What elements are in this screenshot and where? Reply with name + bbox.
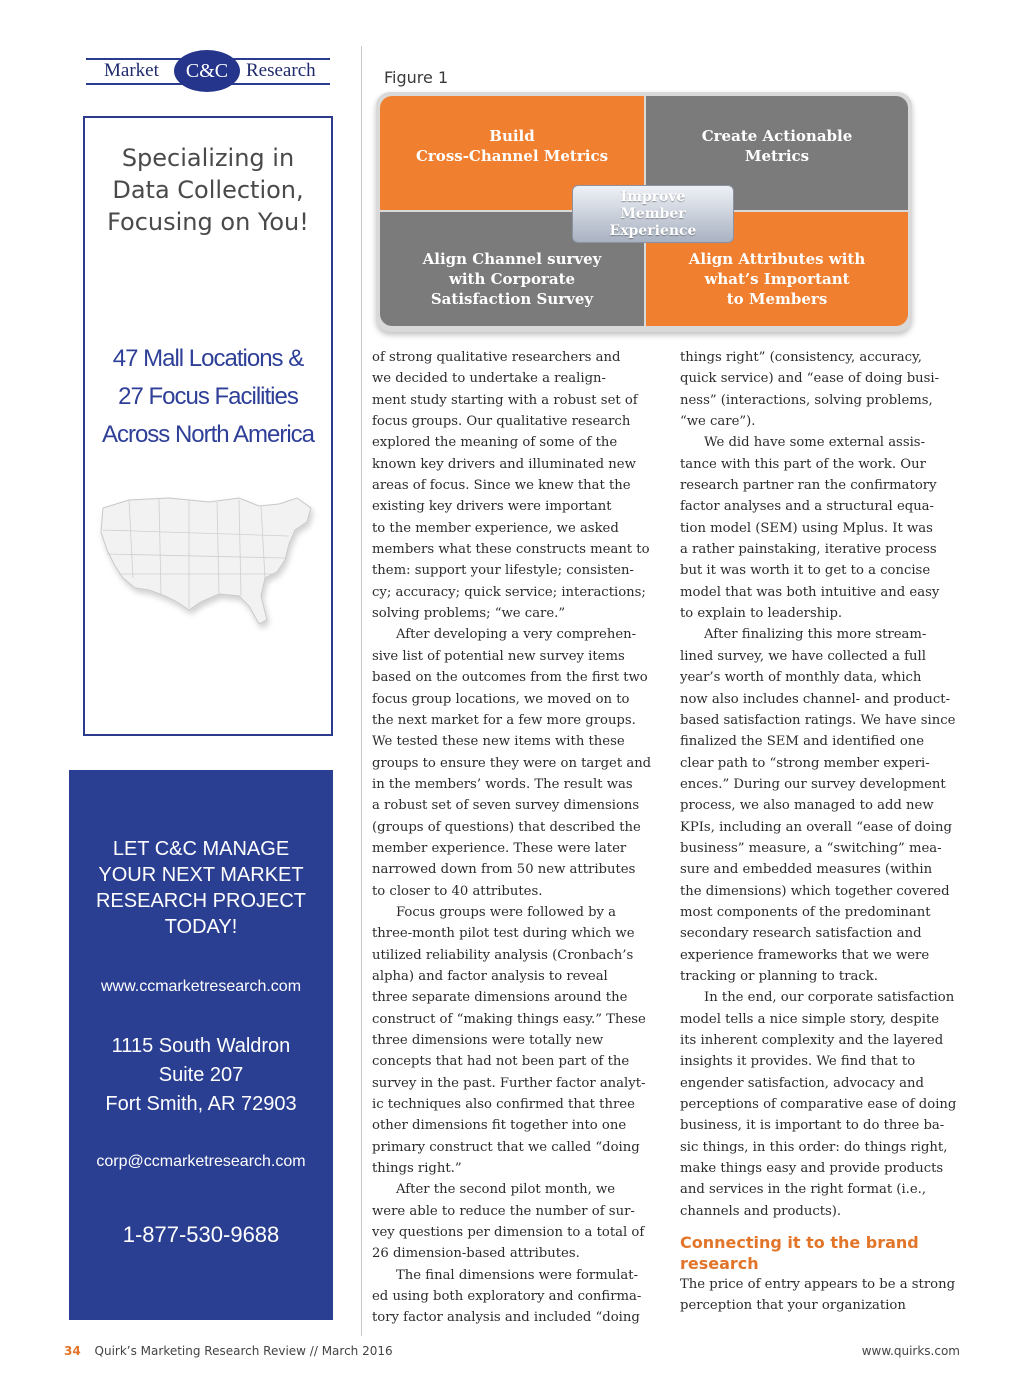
text-line: solving problems; “we care.” [372,606,566,622]
locations-line: 47 Mall Locations & [112,345,304,372]
cta-line: TODAY! [164,916,238,938]
logo-oval: C&C [174,50,240,92]
text-line: tion model (SEM) using Mplus. It was [680,520,933,536]
publication-name: Quirk’s Marketing Research Review // March 2016 [94,1344,393,1358]
text-line: three-month pilot test during which we [372,926,635,942]
text-line: ed using both exploratory and confirma- [372,1289,642,1305]
text-line: based on the outcomes from the first two [372,670,648,686]
text-line: we decided to undertake a realign- [372,371,606,387]
text-line: in the members’ words. The result was [372,776,633,792]
quad-text: with Corporate [448,270,576,288]
text-line: vey questions per dimension to a total of [372,1225,645,1241]
address-line: 1115 South Waldron [111,1035,291,1057]
text-line: ences.” During our survey development [680,776,946,792]
text-line: cy; accuracy; quick service; interactions; [372,584,646,600]
text-line: its inherent complexity and the layered [680,1033,944,1048]
text-line: most components of the predominant [680,904,931,920]
text-line: year’s worth of monthly data, which [680,670,922,686]
text-line: things right” (consistency, accuracy, [680,350,922,365]
text-line: insights it provides. We find that to [680,1054,916,1070]
center-text: Member [620,205,686,222]
text-line: The price of entry appears to be a strong [680,1277,956,1293]
text-line: After developing a very comprehen- [396,627,637,643]
center-text: Experience [609,222,697,239]
quad-text: Create Actionable [701,127,853,145]
text-line: research partner ran the confirmatory [680,478,937,494]
cc-logo [86,50,330,90]
text-line: focus groups. Our qualitative research [372,414,631,430]
text-line: them: support your lifestyle; consisten- [372,563,634,579]
quad-text: Build [489,127,535,145]
tagline-line: Data Collection, [112,176,304,204]
column-divider [361,46,362,1336]
text-line: make things easy and provide products [680,1161,944,1177]
text-line: alpha) and factor analysis to reveal [372,968,608,984]
quad-text: Align Attributes with [688,250,866,268]
text-line: and services in the right format (i.e., [680,1182,927,1198]
text-line: construct of “making things easy.” These [372,1011,646,1027]
text-line: existing key drivers were important [372,499,612,515]
text-line: Focus groups were followed by a [396,904,617,920]
text-line: now also includes channel- and product- [680,691,951,707]
text-line: members what these constructs meant to [372,542,650,558]
text-line: 26 dimension-based attributes. [372,1246,580,1262]
text-line: utilized reliability analysis (Cronbach’s [372,947,634,963]
ad-address [69,1032,333,1119]
text-line: In the end, our corporate satisfaction [704,990,955,1006]
subhead-line: research [680,1254,759,1274]
text-line: The final dimensions were formulat- [396,1267,639,1283]
text-line: process, we also managed to add new [680,798,934,814]
text-line: perceptions of comparative ease of doing [680,1097,957,1113]
text-line: concepts that had not been part of the [372,1054,630,1070]
text-line: three separate dimensions around the [372,990,628,1006]
ad-phone: 1-877-530-9688 [122,1222,280,1247]
text-line: of strong qualitative researchers and [372,350,621,365]
text-line: survey in the past. Further factor analyt- [372,1075,646,1091]
tagline-line: Specializing in [121,144,295,172]
text-line: sure and embedded measures (within [680,862,933,878]
logo-word-right: Research [246,60,316,81]
text-line: (groups of questions) that described the [372,819,641,835]
text-line: a rather painstaking, iterative process [680,542,937,558]
us-map-icon [89,478,325,658]
ad-contact-panel [69,770,333,1320]
text-line: quick service) and “ease of doing busi- [680,371,940,387]
ad-cta [69,836,333,940]
center-improve-experience [572,185,734,243]
center-text: Improve [620,188,686,205]
text-line: but it was worth it to get to a concise [680,563,931,579]
text-line: explored the meaning of some of the [372,435,618,451]
text-line: three dimensions were totally new [372,1033,604,1048]
text-line: to the member experience, we asked [372,520,619,536]
ad-website-link[interactable]: www.ccmarketresearch.com [100,978,302,995]
text-line: After finalizing this more stream- [704,627,927,643]
text-line: We did have some external assis- [704,435,926,451]
text-line: ment study starting with a robust set of [372,392,638,408]
page-number: 34 [64,1344,81,1358]
text-line: ic techniques also confirmed that three [372,1097,635,1113]
text-line: secondary research satisfaction and [680,926,922,942]
quad-text: Align Channel survey [422,250,602,268]
text-line: engender satisfaction, advocacy and [680,1075,924,1091]
figure-1-diagram [376,92,912,332]
text-line: factor analyses and a structural equa- [680,499,935,515]
article-column-1 [372,347,662,1329]
text-line: primary construct that we called “doing [372,1139,640,1155]
text-line: to closer to 40 attributes. [372,883,543,899]
text-line: known key drivers and illuminated new [372,456,636,472]
text-line: “we care”). [680,414,756,430]
text-line: finalized the SEM and identified one [680,734,925,750]
text-line: model that was both intuitive and easy [680,584,940,600]
cta-line: RESEARCH PROJECT [95,890,307,912]
quad-text: to Members [726,290,828,308]
article-column-2 [680,347,980,1317]
address-line: Fort Smith, AR 72903 [105,1093,297,1115]
text-line: ness” (interactions, solving problems, [680,392,933,408]
text-line: sic things, in this order: do things right, [680,1139,948,1155]
text-line: groups to ensure they were on target and [372,755,652,771]
text-line: sive list of potential new survey items [372,648,625,664]
quad-text: Cross-Channel Metrics [415,147,609,165]
locations-line: Across North America [101,421,315,448]
text-line: the next market for a few more groups. [372,712,636,728]
text-line: tracking or planning to track. [680,968,878,984]
text-line: experience frameworks that we were [680,947,930,963]
quad-text: Metrics [744,147,810,165]
text-line: a robust set of seven survey dimensions [372,798,640,814]
cta-line: LET C&C MANAGE [112,838,290,860]
text-line: KPIs, including an overall “ease of doing [680,819,952,835]
cta-line: YOUR NEXT MARKET [98,864,304,886]
locations-line: 27 Focus Facilities [118,383,298,410]
subhead-line: Connecting it to the brand [680,1233,919,1253]
text-line: perception that your organization [680,1298,906,1314]
logo-word-left: Market [104,60,159,81]
text-line: were able to reduce the number of sur- [372,1203,635,1219]
text-line: business” measure, a “switching” mea- [680,840,942,856]
text-line: things right.” [372,1161,462,1177]
text-line: other dimensions fit together into one [372,1118,627,1134]
text-line: focus group locations, we moved on to [372,691,630,707]
ad-box [83,116,333,736]
text-line: tory factor analysis and included “doing [372,1310,640,1326]
text-line: business, it is important to do three ba- [680,1118,945,1134]
text-line: After the second pilot month, we [396,1182,616,1198]
quad-text: Satisfaction Survey [430,290,594,308]
section-subhead [680,1232,980,1274]
text-line: narrowed down from 50 new attributes [372,862,636,878]
address-line: Suite 207 [158,1064,244,1086]
text-line: to explain to leadership. [680,606,843,622]
text-line: lined survey, we have collected a full [680,648,926,664]
text-line: member experience. These were later [372,840,627,856]
quad-text: what’s Important [704,270,850,288]
site-link[interactable]: www.quirks.com [861,1344,960,1358]
ad-tagline [85,142,331,238]
tagline-line: Focusing on You! [107,208,309,236]
text-line: the dimensions) which together covered [680,883,950,899]
text-line: tance with this part of the work. Our [680,456,926,472]
ad-email-link[interactable]: corp@ccmarketresearch.com [96,1153,306,1170]
text-line: We tested these new items with these [372,734,625,750]
text-line: areas of focus. Since we knew that the [372,478,631,494]
text-line: based satisfaction ratings. We have since [680,712,956,728]
ad-locations [85,340,331,454]
text-line: model tells a nice simple story, despite [680,1011,940,1027]
page-footer [64,1344,960,1358]
text-line: channels and products). [680,1203,842,1219]
figure-label: Figure 1 [384,68,449,87]
text-line: clear path to “strong member experi- [680,755,930,771]
